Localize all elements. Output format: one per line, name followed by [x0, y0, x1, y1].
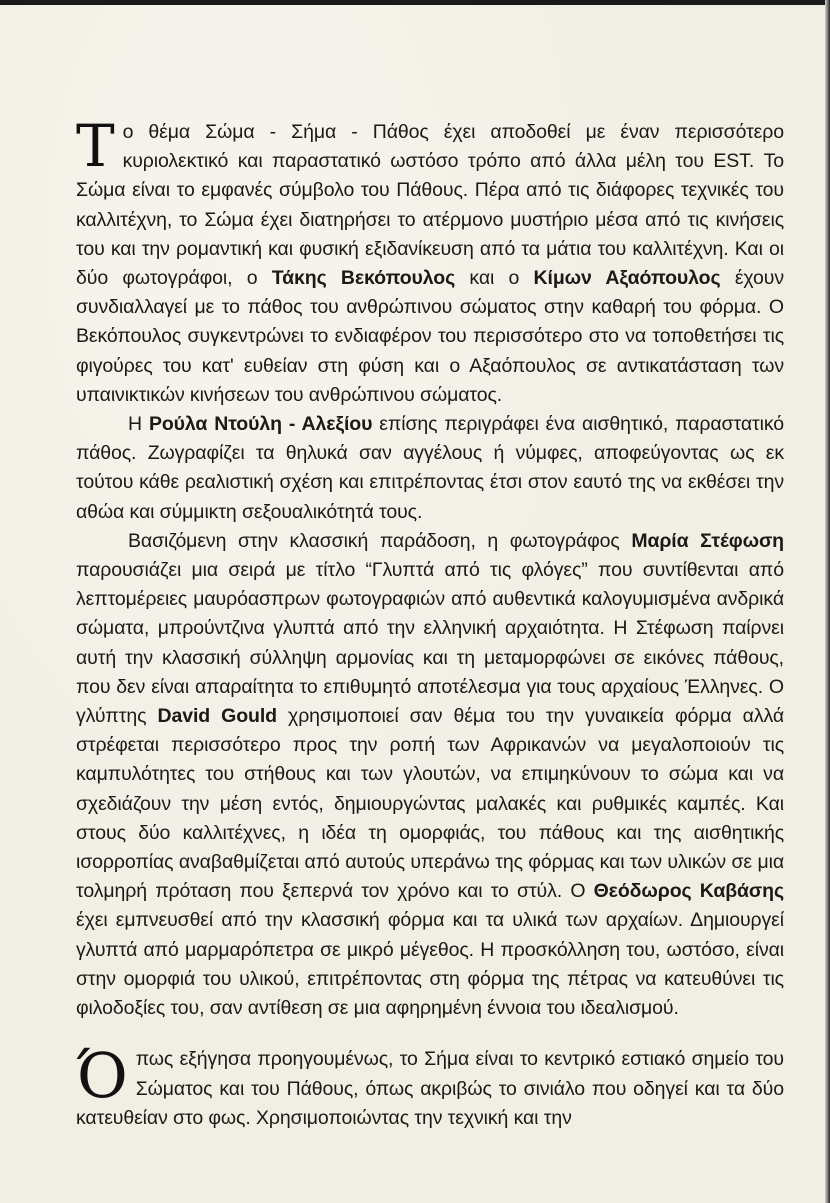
paragraph-text: πως εξήγησα προηγουμένως, το Σήμα είναι το κεντρικό εστιακό σημείο του Σώματος και του Πάθους, όπως ακριβώς το σινιάλο που οδηγεί και τα δύο κατευθείαν στο φως. Χρησιμοποιώντας την τεχνική και την [76, 1048, 784, 1129]
paragraph-text: ο θέμα Σώμα - Σήμα - Πάθος έχει αποδοθεί με έναν περισσότερο κυριολεκτικό και παραστατικό ωστόσο τρόπο από άλλα μέλη του EST. Το Σώμα είναι το εμφανές σύμβολο του Πάθους. Πέρα από τις διάφορες τεχνικές του καλλιτέχνη, το Σώμα έχει διατηρήσει το ατέρμονο μυστήριο μέσα από τις κινήσεις του και την ρομαντική και φυσική εξιδανίκευση από τα μάτια του καλλιτέχνη. Και οι δύο φωτογράφοι, ο [76, 121, 784, 290]
artist-name: David Gould [157, 705, 277, 728]
artist-name: Τάκης Βεκόπουλος [271, 267, 456, 290]
drop-cap: Ό [76, 1039, 128, 1113]
scan-edge-right [825, 0, 830, 1203]
artist-name: Ρούλα Ντούλη - Αλεξίου [148, 413, 373, 436]
paragraph-text: χρησιμοποιεί σαν θέμα του την γυναικεία φόρμα αλλά στρέφεται περισσότερο προς την ροπή των Αφρικανών να μεγαλοποιούν τις καμπυλότητες του στήθους και των γλουτών, να επιμηκύνουν το σώμα και να σχεδιάζουν την μέση εντός, δημιουργώντας μαλακές και ρυθμικές καμπές. Και στους δύο καλλιτέχνες, η ιδέα τη ομορφιάς, του πάθους και της αισθητικής ισορροπίας αναβαθμίζεται από αυτούς υπεράνω της φόρμας και των υλικών σε μια τολμηρή πρόταση που ξεπερνά τον χρόνο και το στύλ. Ο [76, 705, 785, 903]
paragraph-2 [76, 410, 784, 527]
artist-name: Θεόδωρος Καβάσης [593, 880, 784, 903]
paragraph-1 [76, 112, 784, 410]
paragraph-text: επίσης περιγράφει ένα αισθητικό, παραστατικό πάθος. Ζωγραφίζει τα θηλυκά σαν αγγέλους ή νύμφες, αποφεύγοντας ως εκ τούτου κάθε ρεαλιστική σχέση και επιτρέποντας έτσι στον εαυτό της να εκθέσει την αθώα και σύμμικτη σεξουαλικότητά τους. [76, 413, 784, 523]
paragraph-4 [76, 1039, 784, 1133]
paragraph-text: έχει εμπνευσθεί από την κλασσική φόρμα και τα υλικά των αρχαίων. Δημιουργεί γλυπτά από μαρμαρόπετρα σε μικρό μέγεθος. Η προσκόλληση του, ωστόσο, είναι στην ομορφιά του υλικού, επιτρέποντας στη φόρμα της πέτρας να κατευθύνει τις φιλοδοξίες του, σαν αντίθεση σε μια αφηρημένη έννοια του ιδεαλισμού. [76, 909, 784, 1020]
scan-edge-top [0, 0, 830, 5]
artist-name: Κίμων Αξαόπουλος [533, 267, 721, 290]
drop-cap: Τ [76, 112, 115, 180]
paragraph-text: Η [128, 413, 149, 436]
paragraph-text: και ο [455, 267, 534, 290]
paragraph-text: έχουν συνδιαλλαγεί με το πάθος του ανθρώπινου σώματος στην καθαρή του φόρμα. Ο Βεκόπουλος συγκεντρώνει το ενδιαφέρον του περισσότερο στο να τοποθετήσει τις φιγούρες του κατ' ευθείαν στη φύση και ο Αξαόπουλος σε αντικατάσταση των υπαινικτικών κινήσεων του ανθρώπινου σώματος. [76, 267, 784, 406]
artist-name: Μαρία Στέφωση [631, 529, 784, 552]
paragraph-text: παρουσιάζει μια σειρά με τίτλο “Γλυπτά από τις φλόγες” που συντίθενται από λεπτομέρειες μαυρόασπρων φωτογραφιών από αυθεντικά καλογυμισμένα ανδρικά σώματα, μπρούντζινα γλυπτά από την ελληνική αρχαιότητα. Η Στέφωση παίρνει αυτή την κλασσική σύλληψη αρμονίας και τη μεταμορφώνει σε εικόνες πάθους, που δεν είναι απαραίτητα το επιθυμητό αποτέλεσμα για τους αρχαίους Έλληνες. Ο γλύπτης [76, 559, 784, 728]
paragraph-3 [76, 527, 784, 1023]
article-column [76, 112, 785, 1133]
paragraph-text: Βασιζόμενη στην κλασσική παράδοση, η φωτογράφος [128, 529, 632, 552]
